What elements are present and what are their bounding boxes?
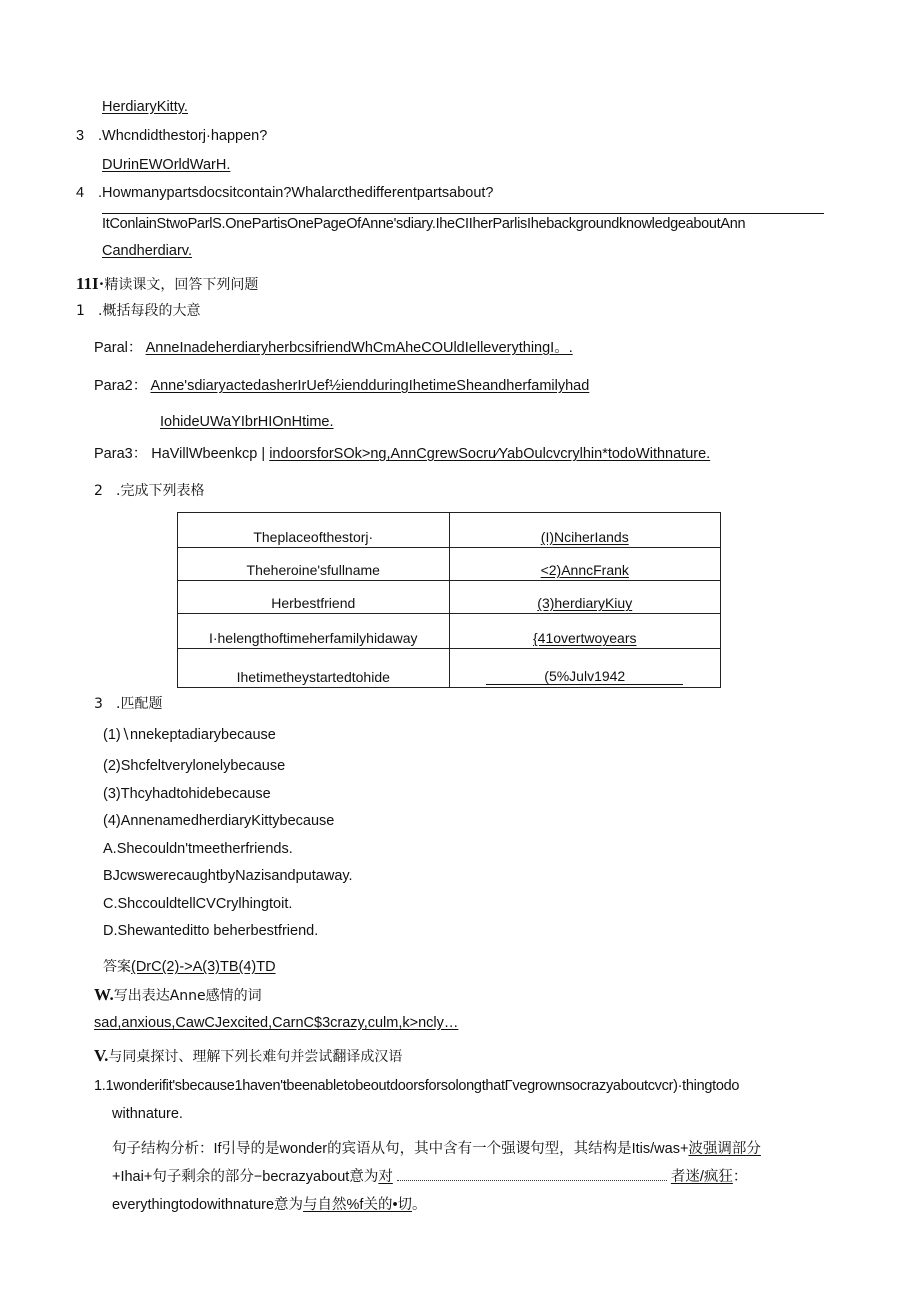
sentence-line-2 [112, 1105, 183, 1123]
match-answer [103, 958, 276, 976]
para2-summary-cont [160, 413, 334, 431]
table-label-cell: I·helengthoftimeherfamilyhidaway [178, 614, 450, 649]
question-3 [76, 127, 267, 145]
para2-text-line-1: Anne'sdiaryactedasherIrUef½ienddurinɡIhetimeSheandherfamilyhad [150, 378, 590, 394]
table-label-cell: Theplaceofthestorj· [178, 513, 450, 548]
section-5-heading [94, 1047, 402, 1066]
answer-4-line-2 [102, 242, 192, 260]
section-3-q2-text: .完成下列表格 [116, 483, 205, 499]
match-item: (4)AnnenamedherdiaryKittybecause [103, 813, 335, 829]
match-item: (2)Shcfeltverylonelybecause [103, 758, 286, 774]
table-label-cell: Ihetimetheystartedtohide [178, 649, 450, 688]
table-answer-cell [449, 513, 721, 548]
table-row [178, 649, 721, 688]
section-3-q2-number: 2 [94, 483, 103, 499]
para2-summary [94, 377, 589, 395]
table-answer-cell [449, 614, 721, 649]
section-5-marker: V. [94, 1046, 109, 1065]
table-answer-cell [449, 581, 721, 614]
section-3-q1-number: 1 [76, 303, 85, 319]
table-label-cell: Theheroine'sfullname [178, 548, 450, 581]
analysis-end-3: 。 [412, 1197, 427, 1213]
match-option: C.ShccouldtellCVCrylhingtoit. [103, 896, 293, 912]
analysis-line-2 [112, 1168, 747, 1186]
analysis-line-3 [112, 1196, 427, 1214]
question-4 [76, 184, 493, 202]
analysis-blank [397, 1168, 667, 1181]
match-item: (3)Thcyhadtohidebecause [103, 786, 271, 802]
table-label-cell: Herbestfriend [178, 581, 450, 614]
emotion-words [94, 1014, 458, 1032]
analysis-line-1 [112, 1140, 761, 1158]
answer-3-text: DUrinEWOrldWarH. [102, 157, 231, 173]
para3-plain: HaVillWbeenkcp [151, 446, 258, 462]
section-4-marker: W. [94, 985, 114, 1004]
para2-label: Para2： [94, 378, 148, 394]
para1-label: Paral： [94, 340, 143, 356]
match-option: D.Shewanteditto beherbestfriend. [103, 923, 319, 939]
table-row [178, 548, 721, 581]
para2-text-line-2: IohideUWaYIbrHIOnHtime. [160, 414, 334, 430]
para3-summary [94, 445, 710, 463]
section-3-q3-text: .匹配题 [116, 696, 163, 712]
question-4-number: 4 [76, 185, 85, 201]
section-4-heading-text: 写出表达Anne感情的词 [113, 988, 262, 1004]
section-5-heading-text: 与同桌探讨、理解下列长难句并尝试翻译成汉语 [108, 1049, 403, 1065]
section-3-q1 [76, 302, 200, 320]
sentence-number: 1.1 [94, 1078, 114, 1094]
sentence-line-1 [94, 1077, 739, 1095]
question-4-text: .Howmanypartsdocsitcontain?Whalarcthedifferentpartsabout? [98, 185, 494, 201]
table-answer-cell [449, 548, 721, 581]
answer-3 [102, 156, 230, 174]
match-answer-text: (DrC(2)->A(3)TB(4)TD [131, 959, 276, 975]
table-answer: {41overtwoyears [532, 630, 637, 646]
table-answer: (I)NciherIands [540, 529, 629, 545]
sentence-text-1: wonderifit'sbecause1haven'tbeenabletobeoutdoorsforsolongthatΓvegrownsocrazyaboutcvcr)·thingtodo [113, 1078, 740, 1094]
para1-text: AnneInadeherdiaryherbcsifriendWhCmAheCOUldIelleverythingI。. [145, 340, 573, 356]
match-item: (1)∖nnekeptadiarybecause [103, 727, 276, 743]
analysis-under-3: 与自然%f关的•切 [303, 1197, 413, 1213]
analysis-under-1: 波强调部分 [688, 1141, 761, 1157]
analysis-under-2b: 者迷/疯狂 [670, 1169, 733, 1185]
answer-prev-text: HerdiaryKitty. [102, 99, 188, 115]
analysis-text-2: +Ihai+句子剩余的部分−becrazyabout意为 [112, 1169, 379, 1185]
match-option: A.Shecouldn'tmeetherfriends. [103, 841, 293, 857]
answer-4-line-1 [102, 213, 824, 233]
sentence-text-2: withnature. [112, 1106, 183, 1122]
para3-label: Para3： [94, 446, 148, 462]
para3-underlined: indoorsforSOk>ng,AnnCgrewSocru∕YabOulcvcrylhin*todoWithnature. [269, 446, 711, 462]
question-3-text: .Whcndidthestorj·happen? [98, 128, 268, 144]
answer-prev [102, 98, 188, 116]
section-3-q1-text: .概括每段的大意 [98, 303, 201, 319]
answer-4-line-1-text: ItConlainStwoParlS.OnePartisOnePageOfAnne'sdiary.IheCIIherParlisIhebackgroundknowledgeaboutAnn [102, 216, 746, 232]
analysis-under-2a: 对 [378, 1169, 393, 1185]
match-option: BJcwswerecaughtbyNazisandputaway. [103, 868, 353, 884]
table-row [178, 581, 721, 614]
section-3-heading [76, 275, 258, 294]
answer-4-line-2-text: Candherdiarv. [102, 243, 193, 259]
para1-summary [94, 339, 573, 357]
match-answer-label: 答案 [103, 959, 131, 975]
para3-bar: | [261, 446, 266, 462]
question-3-number: 3 [76, 128, 85, 144]
section-3-q3-number: 3 [94, 696, 103, 712]
analysis-text-3: everythingtodowithnature意为 [112, 1197, 304, 1213]
section-3-q2 [94, 482, 204, 500]
table-answer: <2)AnncFrank [540, 562, 629, 578]
section-3-q3 [94, 695, 162, 713]
section-3-marker: 11I· [76, 274, 105, 293]
table-answer: (3)herdiaryKiuy [537, 595, 633, 611]
table-row [178, 513, 721, 548]
table-answer-cell [449, 649, 721, 688]
table-row [178, 614, 721, 649]
info-table [177, 512, 721, 688]
emotion-words-text: sad,anxious,CawCJexcited,CarnC$3crazy,culm,k>ncly… [94, 1015, 459, 1031]
section-3-heading-text: 精读课文，回答下列问题 [104, 277, 259, 293]
section-4-heading [94, 986, 262, 1005]
analysis-end-2: ： [732, 1169, 748, 1185]
analysis-text-1: 句子结构分析：If引导的是wonder的宾语从句，其中含有一个强谡句型，其结构是Itis/was+ [112, 1141, 689, 1157]
table-answer: (5%Julv1942 [486, 668, 683, 685]
